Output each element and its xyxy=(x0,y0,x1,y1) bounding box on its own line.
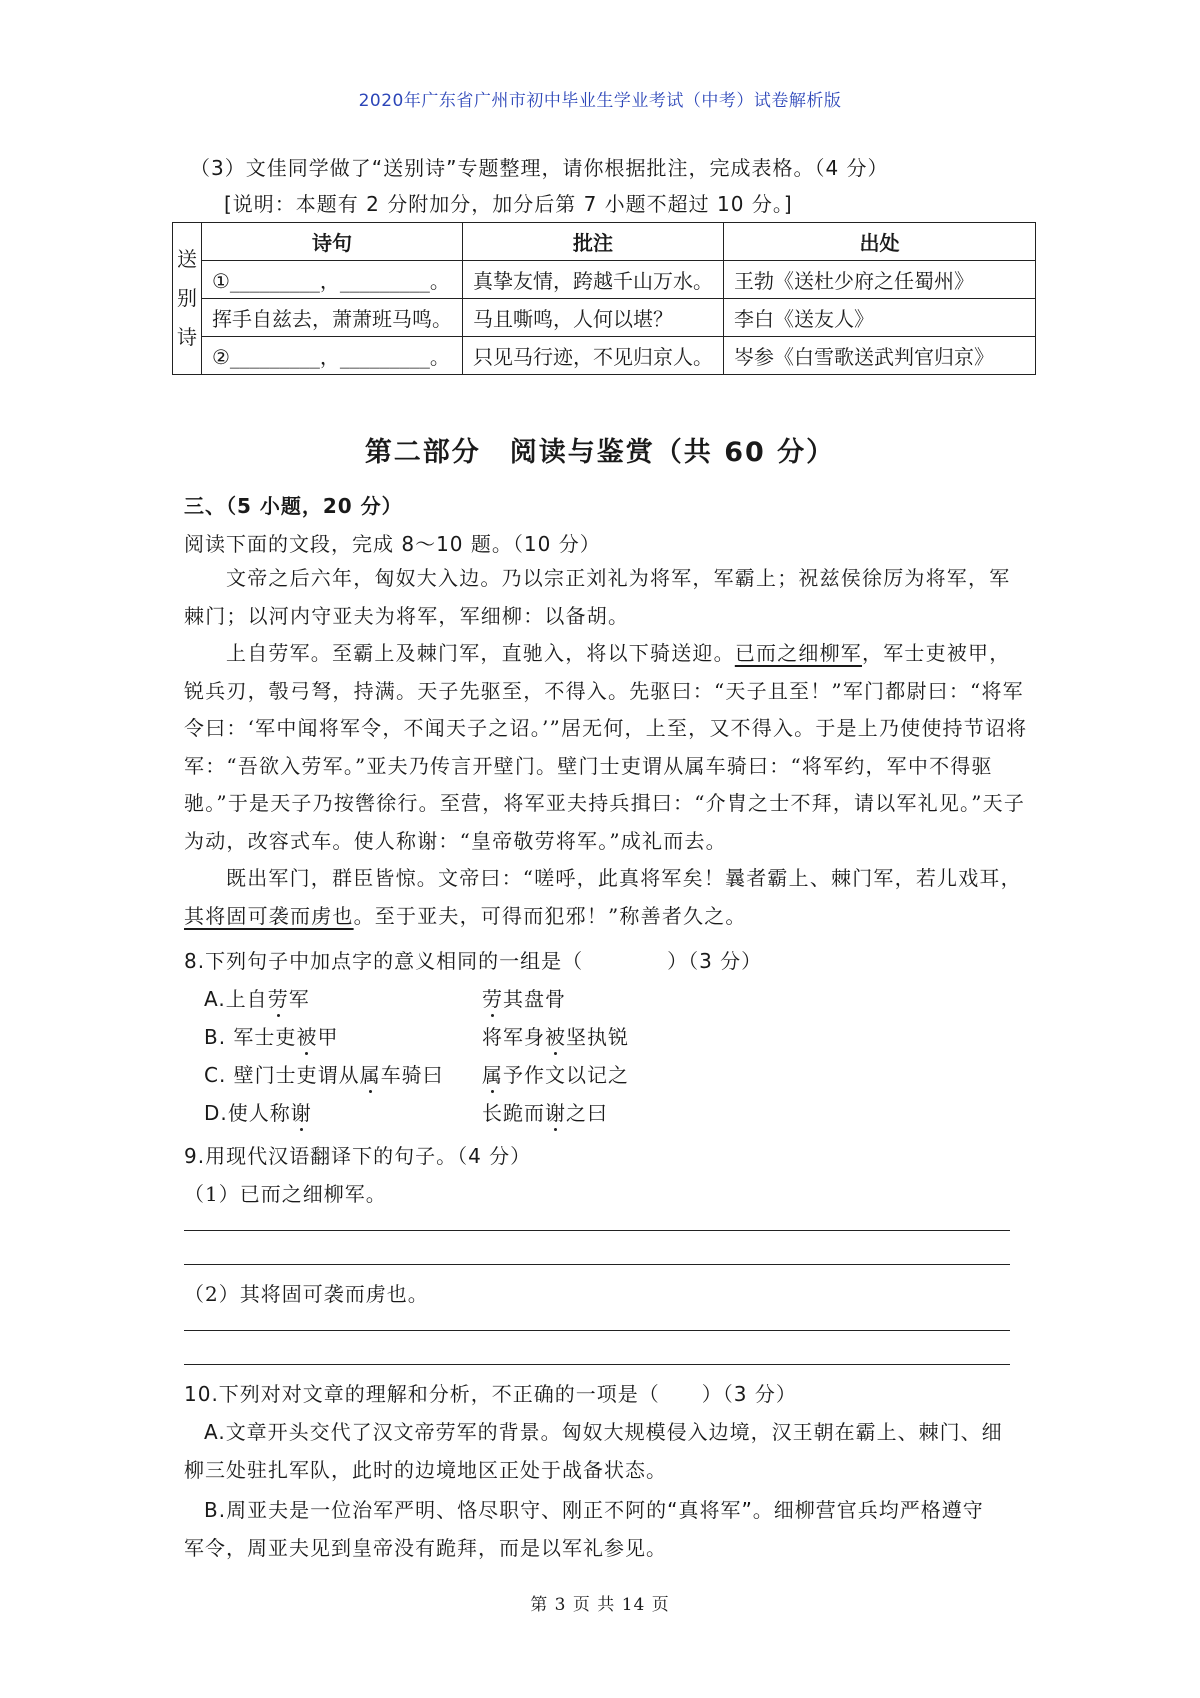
table-header-note: 批注 xyxy=(463,223,724,261)
passage-paragraph-1: 文帝之后六年，匈奴大入边。乃以宗正刘礼为将军，军霸上；祝兹侯徐厉为将军，军棘门；以河内守亚夫为将军，军细柳：以备胡。 xyxy=(184,566,1011,628)
table-cell-line: ②_________，_________。 xyxy=(202,337,463,375)
q8-option-b-right: 将军身被坚执锐 xyxy=(482,1025,629,1049)
question-9-sentence-2: （2）其将固可袭而虏也。 xyxy=(184,1282,429,1306)
q10-option-a-line-2: 柳三处驻扎军队，此时的边境地区正处于战备状态。 xyxy=(184,1458,667,1482)
q10-option-b-line-1: B.周亚夫是一位治军严明、恪尽职守、刚正不阿的“真将军”。细柳营官兵均严格遵守 xyxy=(204,1498,984,1522)
classical-passage xyxy=(184,560,1030,935)
table-cell-note: 真挚友情，跨越千山万水。 xyxy=(463,261,724,299)
answer-line xyxy=(184,1364,1010,1365)
question-9-prompt: 9.用现代汉语翻译下的句子。（4 分） xyxy=(184,1144,532,1168)
passage-paragraph-2: 上自劳军。至霸上及棘门军，直驰入，将以下骑送迎。已而之细柳军，军士吏被甲，锐兵刃，彀弓弩，持满。天子先驱至，不得入。先驱曰：“天子且至！”军门都尉曰：“将军令曰：‘军中闻将军令，不闻天子之诏。’”居无何，上至，又不得入。于是上乃使使持节诏将军：“吾欲入劳军。”亚夫乃传言开壁门。壁门士吏谓从属车骑曰：“将军约，军中不得驱驰。”于是天子乃按辔徐行。至营，将军亚夫持兵揖曰：“介胄之士不拜，请以军礼见。”天子为动，改容式车。使人称谢：“皇帝敬劳将军。”成礼而去。 xyxy=(184,641,1028,853)
question-3-note: [说明：本题有 2 分附加分，加分后第 7 小题不超过 10 分。] xyxy=(224,192,793,216)
document-header-title: 2020年广东省广州市初中毕业生学业考试（中考）试卷解析版 xyxy=(358,91,842,111)
q8-option-c-right: 属予作文以记之 xyxy=(482,1063,629,1087)
page-number: 第 3 页 共 14 页 xyxy=(530,1595,670,1615)
table-cell-source: 岑参《白雪歌送武判官归京》 xyxy=(724,337,1036,375)
question-9-sentence-1: （1）已而之细柳军。 xyxy=(184,1182,387,1206)
section-3-title: 三、（5 小题，20 分） xyxy=(184,494,403,518)
table-header-line: 诗句 xyxy=(202,223,463,261)
q8-option-d-right: 长跪而谢之曰 xyxy=(482,1101,608,1125)
q10-option-b-line-2: 军令，周亚夫见到皇帝没有跪拜，而是以军礼参见。 xyxy=(184,1536,667,1560)
answer-line xyxy=(184,1330,1010,1331)
table-row xyxy=(173,299,1036,337)
q10-option-a-line-1: A.文章开头交代了汉文帝劳军的背景。匈奴大规模侵入边境，汉王朝在霸上、棘门、细 xyxy=(204,1420,1003,1444)
table-side-label: 送 别 诗 xyxy=(173,223,202,375)
table-cell-source: 王勃《送杜少府之任蜀州》 xyxy=(724,261,1036,299)
q8-option-a-right: 劳其盘骨 xyxy=(482,987,566,1011)
answer-line xyxy=(184,1230,1010,1231)
q8-option-b-left: B. 军士吏被甲 xyxy=(204,1025,339,1049)
table-header-source: 出处 xyxy=(724,223,1036,261)
underlined-sentence-1: 已而之细柳军 xyxy=(734,641,863,665)
table-row xyxy=(173,261,1036,299)
table-cell-source: 李白《送友人》 xyxy=(724,299,1036,337)
table-cell-note: 马且嘶鸣，人何以堪？ xyxy=(463,299,724,337)
farewell-poems-table xyxy=(172,222,1036,375)
q8-option-a-left: A.上自劳军 xyxy=(204,987,310,1011)
table-cell-note: 只见马行迹，不见归京人。 xyxy=(463,337,724,375)
table-cell-line: 挥手自兹去，萧萧班马鸣。 xyxy=(202,299,463,337)
table-row xyxy=(173,337,1036,375)
question-10-prompt: 10.下列对对文章的理解和分析，不正确的一项是（ ）（3 分） xyxy=(184,1382,797,1406)
part-two-title: 第二部分 阅读与鉴赏（共 60 分） xyxy=(364,437,836,468)
question-3-prompt: （3）文佳同学做了“送别诗”专题整理，请你根据批注，完成表格。（4 分） xyxy=(190,156,889,180)
answer-line xyxy=(184,1264,1010,1265)
passage-paragraph-3: 既出军门，群臣皆惊。文帝曰：“嗟呼，此真将军矣！曩者霸上、棘门军，若儿戏耳，其将固可袭而虏也。至于亚夫，可得而犯邪！”称善者久之。 xyxy=(184,866,1022,928)
underlined-sentence-2: 其将固可袭而虏也 xyxy=(184,903,354,928)
question-8-prompt: 8.下列句子中加点字的意义相同的一组是（ ）（3 分） xyxy=(184,949,763,973)
table-cell-line: ①_________，_________。 xyxy=(202,261,463,299)
section-3-intro: 阅读下面的文段，完成 8～10 题。（10 分） xyxy=(184,532,601,556)
q8-option-c-left: C. 壁门士吏谓从属车骑曰 xyxy=(204,1063,444,1087)
q8-option-d-left: D.使人称谢 xyxy=(204,1101,312,1125)
